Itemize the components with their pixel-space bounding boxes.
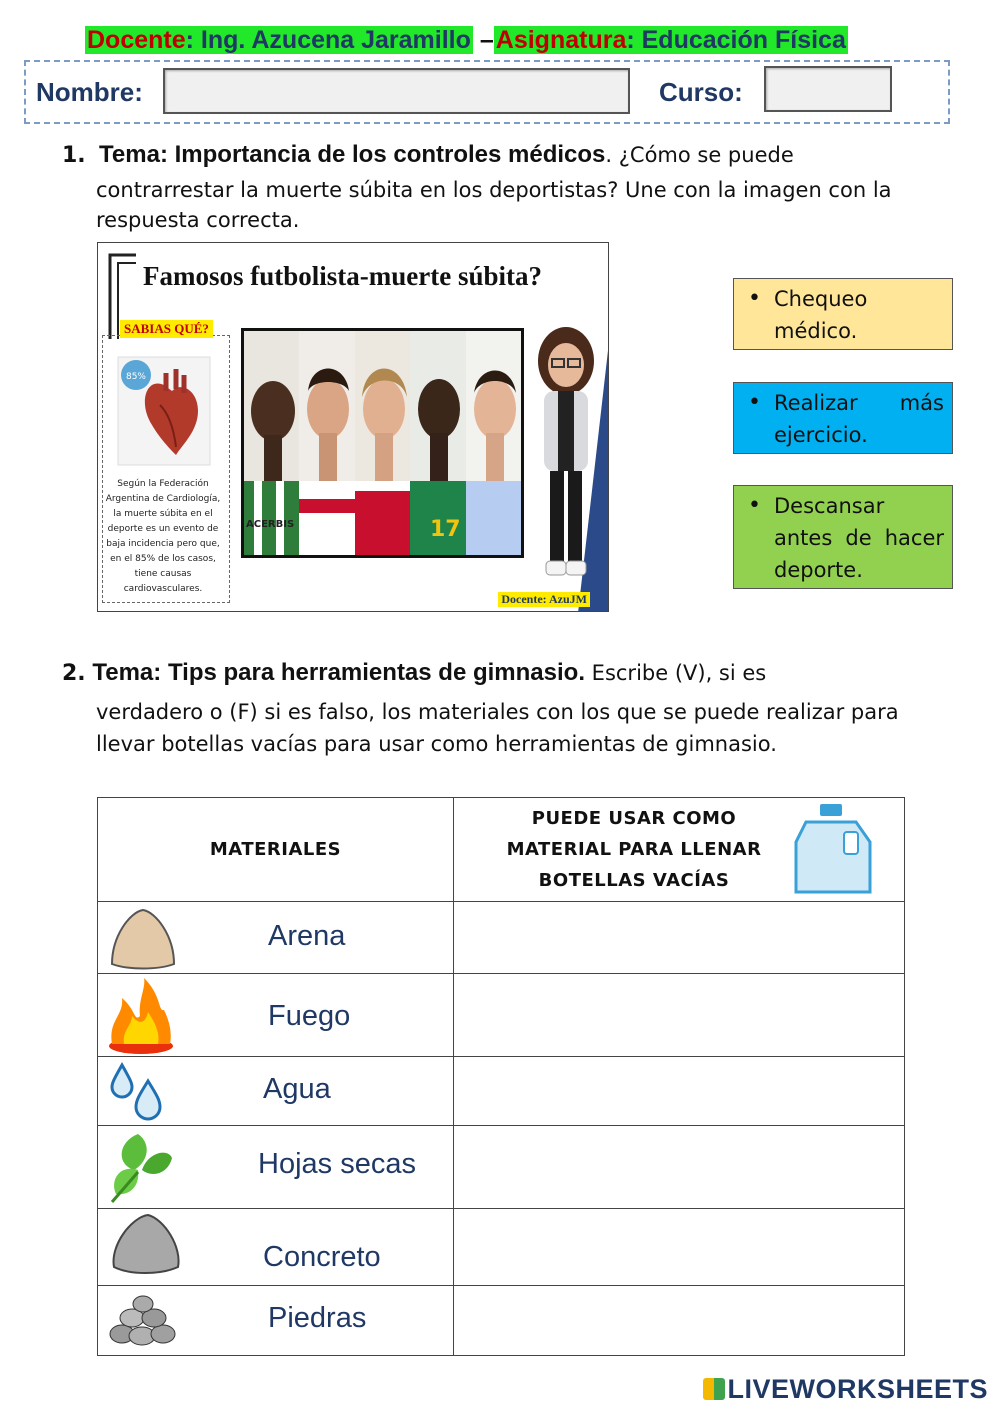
material-label: Piedras: [268, 1302, 367, 1334]
question-2-line1: Escribe (V), si es: [585, 661, 767, 685]
footballers-photo: [241, 328, 524, 558]
docente-label: Docente: [87, 26, 186, 54]
col-answer-header-line: PUEDE USAR COMO: [531, 808, 737, 829]
option-label: Descansar antes de hacer deporte.: [774, 494, 944, 582]
option-label: Realizar más ejercicio.: [774, 391, 944, 447]
question-2-number: 2.: [62, 661, 86, 686]
table-row: [98, 1286, 905, 1356]
course-label: Curso:: [659, 77, 743, 107]
asignatura-name: : Educación Física: [626, 26, 846, 54]
question-2: [62, 654, 942, 763]
player-photo: [299, 331, 354, 555]
percent-text: 85%: [125, 372, 147, 382]
course-input[interactable]: [764, 66, 892, 112]
table-row: [98, 1057, 905, 1126]
liveworksheets-icon: [703, 1378, 725, 1400]
header-line: [85, 26, 848, 55]
question-1-tema: Importancia de los controles médicos: [174, 141, 606, 168]
question-1-number: 1.: [62, 143, 86, 168]
option-box-3[interactable]: [733, 485, 953, 589]
table-row: [98, 902, 905, 974]
material-cell: [98, 974, 454, 1057]
player-photo: [244, 331, 299, 555]
fire-icon: [106, 976, 176, 1056]
table-header-row: [98, 798, 905, 902]
col-answer-header-line: BOTELLAS VACÍAS: [538, 870, 730, 891]
header-dash: –: [472, 26, 494, 54]
name-input[interactable]: [163, 68, 630, 114]
stones-icon: [108, 1294, 178, 1348]
answer-cell[interactable]: [454, 1057, 905, 1126]
col-answer-header: [454, 798, 905, 902]
question-1-line1: . ¿Cómo se puede: [605, 143, 794, 167]
material-label: Agua: [263, 1073, 331, 1105]
answer-cell[interactable]: [454, 1126, 905, 1209]
table-row: [98, 1209, 905, 1286]
option-label: Chequeo médico.: [774, 287, 868, 343]
col-materials-header: MATERIALES: [98, 798, 454, 902]
question-1-tema-label: Tema:: [99, 141, 168, 168]
sabias-label: SABIAS QUÉ?: [120, 320, 213, 338]
material-cell: [98, 1286, 454, 1356]
sudden-death-slide-image: [97, 242, 609, 612]
answer-cell[interactable]: [454, 902, 905, 974]
player-photo: [410, 331, 465, 555]
material-cell: [98, 1057, 454, 1126]
answer-cell[interactable]: [454, 1286, 905, 1356]
question-1-line3: respuesta correcta.: [96, 208, 300, 232]
concrete-icon: [108, 1211, 182, 1277]
material-cell: [98, 902, 454, 974]
material-label: Concreto: [263, 1241, 381, 1273]
question-2-tema: Tips para herramientas de gimnasio.: [167, 659, 585, 686]
table-row: [98, 1126, 905, 1209]
material-cell: [98, 1209, 454, 1286]
table-row: [98, 974, 905, 1057]
water-jug-icon: [792, 802, 874, 898]
jersey-text: ACERBIS: [246, 519, 295, 530]
option-box-2[interactable]: [733, 382, 953, 454]
question-2-line2: verdadero o (F) si es falso, los materiales con los que se puede realizar para: [96, 700, 899, 724]
material-label: Fuego: [268, 1000, 351, 1032]
brand-text: LIVEWORKSHEETS: [727, 1374, 988, 1404]
question-1: [62, 138, 942, 237]
asignatura-wrap: [494, 26, 848, 54]
docente-name: : Ing. Azucena Jaramillo: [185, 26, 471, 54]
slide-title: Famosos futbolista-muerte súbita?: [143, 261, 542, 291]
heart-icon: [116, 355, 212, 467]
material-label: Arena: [268, 920, 346, 952]
docente-tag: Docente: AzuJM: [498, 592, 590, 607]
materials-table: [97, 797, 905, 1356]
answer-cell[interactable]: [454, 1209, 905, 1286]
sand-icon: [108, 906, 178, 970]
jersey-number: 17: [430, 517, 461, 542]
docente-label-wrap: [85, 26, 473, 54]
answer-cell[interactable]: [454, 974, 905, 1057]
water-drops-icon: [108, 1061, 168, 1123]
question-2-line3: llevar botellas vacías para usar como herramientas de gimnasio.: [96, 732, 777, 756]
option-box-1[interactable]: [733, 278, 953, 350]
material-cell: [98, 1126, 454, 1209]
leaves-icon: [108, 1130, 174, 1206]
player-photo: [466, 331, 521, 555]
asignatura-label: Asignatura: [495, 26, 627, 54]
question-1-line2: contrarrestar la muerte súbita en los deportistas? Une con la imagen con la: [96, 178, 892, 202]
name-label: Nombre:: [36, 77, 143, 107]
material-label: Hojas secas: [258, 1148, 416, 1180]
question-2-tema-label: Tema:: [92, 659, 162, 686]
col-answer-header-line: MATERIAL PARA LLENAR: [506, 839, 762, 860]
player-photo: [355, 331, 410, 555]
liveworksheets-logo: [703, 1374, 988, 1405]
teacher-avatar: [528, 313, 609, 612]
sabias-text: Según la Federación Argentina de Cardiología, la muerte súbita en el deporte es un evento de baja incidencia pero que, en el 85% de los casos, tiene causas cardiovasculares.: [105, 479, 221, 594]
